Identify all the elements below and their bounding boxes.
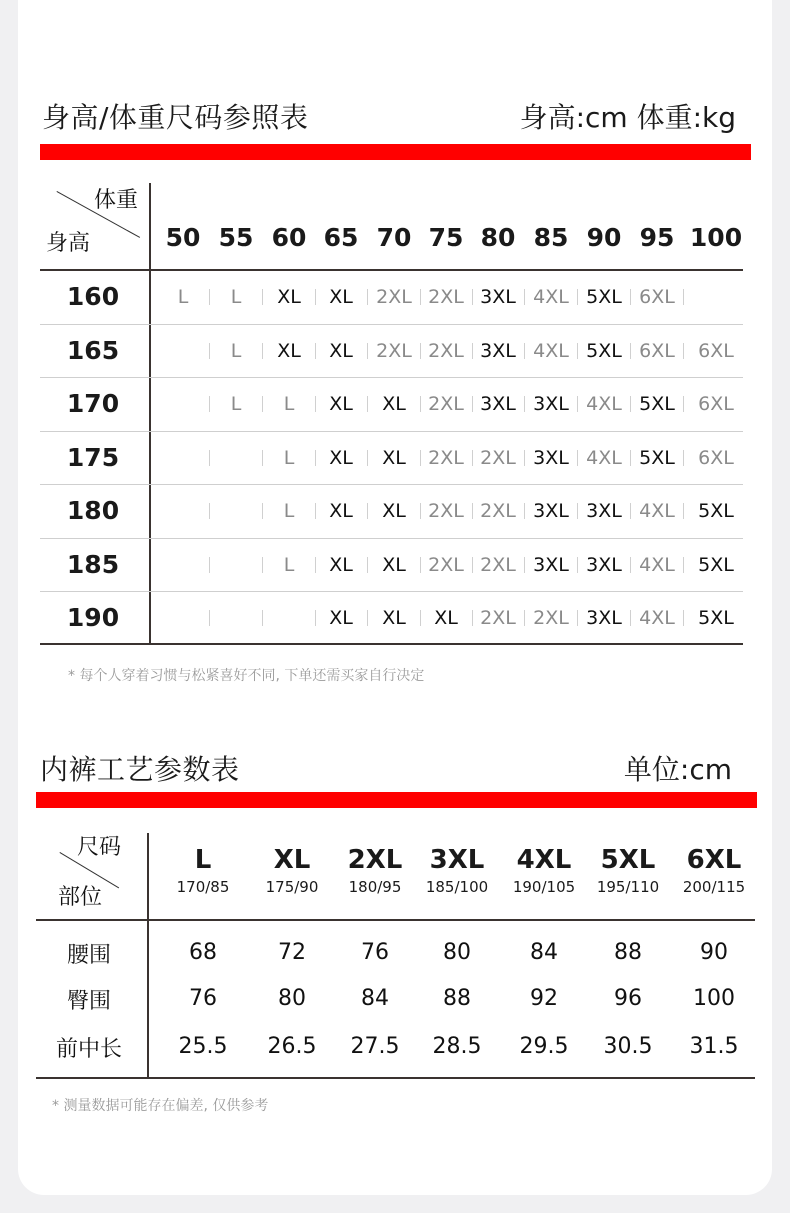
cell-separator (577, 503, 578, 519)
table-bottom-border (36, 1077, 755, 1079)
spec-chart-unit: 单位:cm (623, 753, 732, 786)
cell-separator (420, 557, 421, 573)
size-cell: 5XL (639, 393, 675, 415)
cell-separator (683, 557, 684, 573)
size-chart-note: * 每个人穿着习惯与松紧喜好不同, 下单还需买家自行决定 (68, 668, 425, 684)
measurement-value: 92 (530, 986, 558, 1011)
size-label: 3XL (429, 845, 485, 875)
size-cell: 6XL (698, 446, 734, 469)
size-column-header (597, 845, 659, 897)
size-cell: XL (382, 500, 406, 522)
cell-separator (524, 396, 525, 412)
cell-separator (367, 610, 368, 626)
cell-separator (577, 396, 578, 412)
height-weight-label: 180/95 (348, 878, 402, 896)
cell-separator (683, 610, 684, 626)
measurement-value: 84 (530, 940, 558, 965)
size-cell: L (177, 286, 189, 308)
measurement-value: 28.5 (432, 1034, 482, 1059)
cell-separator (577, 557, 578, 573)
measurement-value: 80 (278, 986, 306, 1011)
size-cell: L (230, 393, 242, 415)
size-cell: 5XL (586, 286, 622, 308)
size-label: 2XL (347, 845, 403, 875)
size-cell: 2XL (428, 339, 464, 362)
cell-separator (315, 289, 316, 305)
cell-separator (630, 557, 631, 573)
size-label: L (194, 845, 212, 875)
size-cell: 3XL (480, 393, 516, 415)
body-part-label: 腰围 (66, 943, 112, 968)
weight-column-header: 60 (271, 223, 307, 252)
size-label: 6XL (686, 845, 742, 875)
size-cell: 6XL (698, 339, 734, 362)
cell-separator (262, 450, 263, 466)
cell-separator (420, 343, 421, 359)
size-cell: 2XL (376, 339, 412, 362)
cell-separator (472, 557, 473, 573)
cell-separator (683, 450, 684, 466)
cell-separator (420, 450, 421, 466)
height-row-header: 170 (66, 389, 120, 418)
size-cell: 3XL (586, 500, 622, 522)
size-cell: XL (382, 393, 406, 415)
corner-label-size: 尺码 (77, 835, 122, 860)
cell-separator (420, 396, 421, 412)
measurement-value: 100 (693, 986, 735, 1011)
cell-separator (209, 396, 210, 412)
size-label: 5XL (600, 845, 656, 875)
cell-separator (315, 450, 316, 466)
size-cell: 2XL (428, 553, 464, 576)
cell-separator (524, 557, 525, 573)
corner-label-part: 部位 (58, 885, 103, 910)
spec-chart-accent-bar (36, 792, 757, 808)
size-cell: L (230, 286, 242, 308)
size-cell: 6XL (698, 393, 734, 415)
cell-separator (630, 610, 631, 626)
size-cell: 5XL (586, 339, 622, 362)
header-divider (36, 919, 755, 921)
size-cell: 4XL (639, 553, 675, 576)
size-column-header (177, 845, 230, 897)
size-cell: 3XL (480, 286, 516, 308)
cell-separator (683, 396, 684, 412)
size-cell: 2XL (428, 286, 464, 308)
size-cell: 2XL (480, 553, 516, 576)
cell-separator (630, 343, 631, 359)
cell-separator (683, 343, 684, 359)
size-cell: 2XL (376, 286, 412, 308)
table-divider-vertical (149, 183, 151, 645)
cell-separator (577, 610, 578, 626)
size-cell: XL (277, 339, 301, 362)
corner-label-height: 身高 (46, 231, 91, 256)
size-cell: 2XL (480, 446, 516, 469)
measurement-value: 88 (443, 986, 471, 1011)
weight-column-header: 70 (376, 223, 412, 252)
cell-separator (209, 343, 210, 359)
cell-separator (209, 289, 210, 305)
size-cell: 3XL (533, 393, 569, 415)
cell-separator (524, 503, 525, 519)
weight-column-header: 50 (165, 223, 201, 252)
measurement-value: 88 (614, 940, 642, 965)
height-row-header: 160 (66, 282, 120, 311)
cell-separator (367, 503, 368, 519)
cell-separator (315, 610, 316, 626)
cell-separator (262, 503, 263, 519)
height-weight-label: 170/85 (176, 878, 230, 896)
size-cell: XL (329, 607, 353, 629)
cell-separator (420, 289, 421, 305)
measurement-value: 27.5 (350, 1034, 400, 1059)
spec-chart-note: * 测量数据可能存在偏差, 仅供参考 (52, 1098, 269, 1114)
cell-separator (472, 610, 473, 626)
size-cell: L (283, 500, 295, 522)
size-cell: 4XL (586, 393, 622, 415)
header-divider (40, 269, 743, 271)
weight-column-header: 55 (218, 223, 254, 252)
measurement-value: 30.5 (603, 1034, 653, 1059)
height-row-header: 180 (66, 496, 120, 525)
measurement-value: 76 (361, 940, 389, 965)
height-row-header: 175 (66, 442, 120, 472)
height-row-header: 185 (66, 549, 120, 579)
size-cell: 3XL (533, 553, 569, 576)
size-cell: XL (329, 553, 353, 576)
row-divider (40, 591, 743, 592)
size-cell: XL (434, 607, 458, 629)
size-cell: L (230, 339, 242, 362)
weight-column-header: 80 (480, 223, 516, 252)
size-column-header (348, 845, 403, 897)
cell-separator (262, 289, 263, 305)
size-cell: 4XL (533, 339, 569, 362)
size-cell: 4XL (533, 286, 569, 308)
size-cell: 6XL (639, 286, 675, 308)
size-cell: XL (382, 446, 406, 469)
row-divider (40, 431, 743, 432)
size-cell: XL (329, 286, 353, 308)
size-label: 4XL (516, 845, 572, 875)
size-cell: XL (329, 339, 353, 362)
measurement-value: 68 (189, 940, 217, 965)
cell-separator (577, 450, 578, 466)
size-cell: 3XL (533, 500, 569, 522)
size-cell: L (283, 553, 295, 576)
measurement-value: 80 (443, 940, 471, 965)
size-cell: 2XL (428, 446, 464, 469)
measurement-value: 76 (189, 986, 217, 1011)
cell-separator (262, 396, 263, 412)
measurement-value: 84 (361, 986, 389, 1011)
cell-separator (524, 289, 525, 305)
size-guide-card (18, 0, 772, 1195)
size-column-header (683, 845, 745, 897)
cell-separator (262, 610, 263, 626)
height-weight-label: 175/90 (265, 878, 319, 896)
cell-separator (262, 557, 263, 573)
table-divider-vertical (147, 833, 149, 1078)
cell-separator (315, 343, 316, 359)
spec-chart-title: 内裤工艺参数表 (40, 753, 240, 786)
height-row-header: 165 (66, 335, 120, 365)
cell-separator (367, 289, 368, 305)
size-cell: 5XL (639, 446, 675, 469)
weight-column-header: 65 (323, 223, 359, 252)
cell-separator (577, 343, 578, 359)
cell-separator (262, 343, 263, 359)
size-cell: XL (277, 286, 301, 308)
size-cell: 5XL (698, 500, 734, 522)
cell-separator (209, 557, 210, 573)
cell-separator (472, 343, 473, 359)
cell-separator (630, 503, 631, 519)
size-cell: 3XL (533, 446, 569, 469)
cell-separator (524, 343, 525, 359)
size-cell: 5XL (698, 607, 734, 629)
size-cell: 2XL (480, 500, 516, 522)
height-weight-label: 200/115 (682, 878, 746, 896)
cell-separator (315, 557, 316, 573)
size-cell: 4XL (639, 607, 675, 629)
size-chart-title: 身高/体重尺码参照表 (42, 101, 309, 134)
size-cell: 2XL (428, 393, 464, 415)
measurement-value: 29.5 (519, 1034, 569, 1059)
cell-separator (472, 503, 473, 519)
size-cell: 4XL (586, 446, 622, 469)
cell-separator (209, 610, 210, 626)
height-row-header: 190 (66, 603, 120, 632)
size-cell: 2XL (480, 607, 516, 629)
cell-separator (577, 289, 578, 305)
height-weight-label: 195/110 (596, 878, 660, 896)
cell-separator (472, 289, 473, 305)
cell-separator (630, 289, 631, 305)
cell-separator (315, 503, 316, 519)
row-divider (40, 324, 743, 325)
row-divider (40, 484, 743, 485)
size-cell: XL (329, 446, 353, 469)
size-cell: 2XL (533, 607, 569, 629)
body-part-label: 臀围 (66, 989, 112, 1014)
cell-separator (367, 557, 368, 573)
size-label: XL (273, 845, 311, 875)
cell-separator (315, 396, 316, 412)
weight-column-header: 75 (428, 223, 464, 252)
row-divider (40, 538, 743, 539)
size-cell: XL (382, 607, 406, 629)
size-cell: 2XL (428, 500, 464, 522)
cell-separator (683, 503, 684, 519)
size-column-header (426, 845, 488, 897)
size-chart-unit: 身高:cm 体重:kg (519, 101, 736, 134)
size-cell: XL (329, 393, 353, 415)
height-weight-label: 190/105 (512, 878, 576, 896)
weight-column-header: 100 (689, 223, 743, 252)
cell-separator (209, 450, 210, 466)
row-divider (40, 377, 743, 378)
cell-separator (472, 450, 473, 466)
cell-separator (630, 450, 631, 466)
height-weight-label: 185/100 (425, 878, 489, 896)
weight-column-header: 95 (639, 223, 675, 252)
body-part-label: 前中长 (55, 1037, 123, 1062)
size-cell: 3XL (480, 339, 516, 362)
size-cell: 3XL (586, 553, 622, 576)
size-column-header (513, 845, 575, 897)
weight-column-header: 85 (533, 223, 569, 252)
cell-separator (472, 396, 473, 412)
size-cell: XL (329, 500, 353, 522)
cell-separator (683, 289, 684, 305)
cell-separator (524, 610, 525, 626)
size-chart-accent-bar (40, 144, 751, 160)
measurement-value: 25.5 (178, 1034, 228, 1059)
measurement-value: 96 (614, 986, 642, 1011)
cell-separator (367, 450, 368, 466)
corner-label-weight: 体重 (94, 188, 139, 213)
cell-separator (420, 503, 421, 519)
measurement-value: 26.5 (267, 1034, 317, 1059)
weight-column-header: 90 (586, 223, 622, 252)
measurement-value: 72 (278, 940, 306, 965)
cell-separator (524, 450, 525, 466)
cell-separator (367, 343, 368, 359)
cell-separator (367, 396, 368, 412)
cell-separator (209, 503, 210, 519)
measurement-value: 90 (700, 940, 728, 965)
measurement-value: 31.5 (689, 1034, 739, 1059)
size-cell: 3XL (586, 607, 622, 629)
size-cell: 5XL (698, 553, 734, 576)
size-cell: L (283, 446, 295, 469)
size-cell: L (283, 393, 295, 415)
size-cell: XL (382, 553, 406, 576)
size-cell: 4XL (639, 500, 675, 522)
cell-separator (420, 610, 421, 626)
table-bottom-border (40, 643, 743, 645)
size-cell: 6XL (639, 339, 675, 362)
size-column-header (266, 845, 319, 897)
cell-separator (630, 396, 631, 412)
